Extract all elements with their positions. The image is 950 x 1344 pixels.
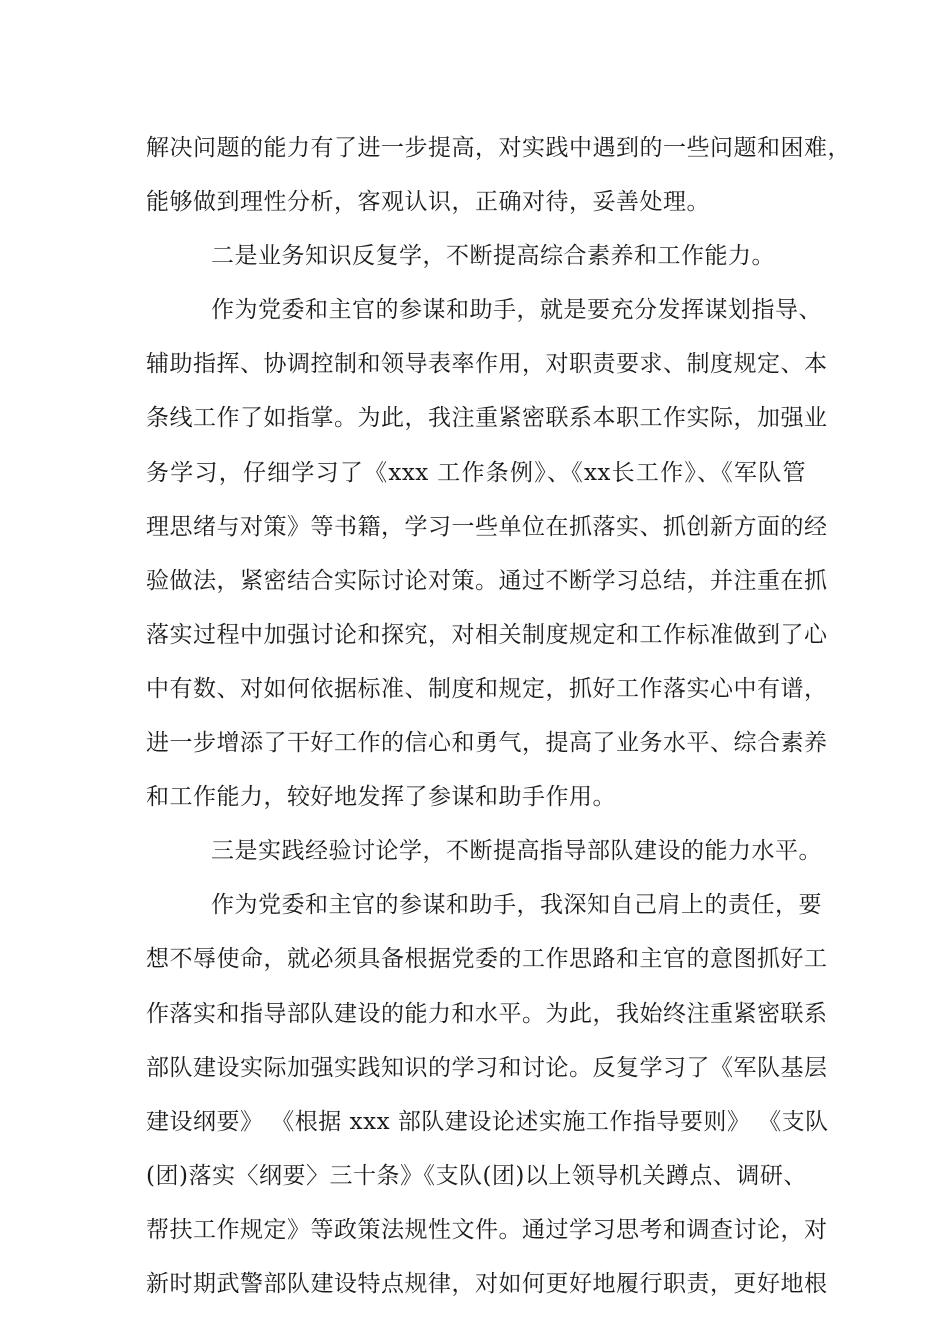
text-line: 想不辱使命，就必须具备根据党委的工作思路和主官的意图抓好工 <box>146 946 828 973</box>
text-line: 能够做到理性分析，客观认识，正确对待，妥善处理。 <box>146 189 710 216</box>
text-line: 二是业务知识反复学，不断提高综合素养和工作能力。 <box>211 243 775 270</box>
text-line: 中有数、对如何依据标准、制度和规定，抓好工作落实心中有谱， <box>146 675 828 702</box>
text-line: 建设纲要》 《根据 xxx 部队建设论述实施工作指导要则》 《支队 <box>146 1108 829 1135</box>
text-line: 辅助指挥、协调控制和领导表率作用，对职责要求、制度规定、本 <box>146 351 828 378</box>
text-line: 务学习，仔细学习了《xxx 工作条例》、《xx长工作》、《军队管 <box>146 459 806 486</box>
text-line: 验做法，紧密结合实际讨论对策。通过不断学习总结，并注重在抓 <box>146 567 828 594</box>
text-line: 作为党委和主官的参谋和助手，就是要充分发挥谋划指导、 <box>211 297 822 324</box>
body-text <box>146 128 851 1318</box>
text-line: 解决问题的能力有了进一步提高，对实践中遇到的一些问题和困难， <box>146 135 851 161</box>
text-line: 理思绪与对策》等书籍，学习一些单位在抓落实、抓创新方面的经 <box>146 513 828 540</box>
text-line: 条线工作了如指掌。为此，我注重紧密联系本职工作实际，加强业 <box>146 405 828 432</box>
text-line: (团)落实〈纲要〉三十条》《支队(团)以上领导机关蹲点、调研、 <box>146 1162 807 1189</box>
text-line: 进一步增添了干好工作的信心和勇气，提高了业务水平、综合素养 <box>146 730 828 757</box>
text-line: 部队建设实际加强实践知识的学习和讨论。反复学习了《军队基层 <box>146 1054 828 1081</box>
text-line: 落实过程中加强讨论和探究，对相关制度规定和工作标准做到了心 <box>146 621 828 648</box>
text-line: 和工作能力，较好地发挥了参谋和助手作用。 <box>146 784 616 811</box>
text-line: 作落实和指导部队建设的能力和水平。为此，我始终注重紧密联系 <box>146 1000 828 1027</box>
text-line: 作为党委和主官的参谋和助手，我深知自己肩上的责任，要 <box>211 892 822 919</box>
text-line: 新时期武警部队建设特点规律，对如何更好地履行职责，更好地根 <box>146 1270 828 1297</box>
text-line: 三是实践经验讨论学，不断提高指导部队建设的能力水平。 <box>211 838 822 865</box>
text-line: 帮扶工作规定》等政策法规性文件。通过学习思考和调查讨论，对 <box>146 1216 828 1243</box>
